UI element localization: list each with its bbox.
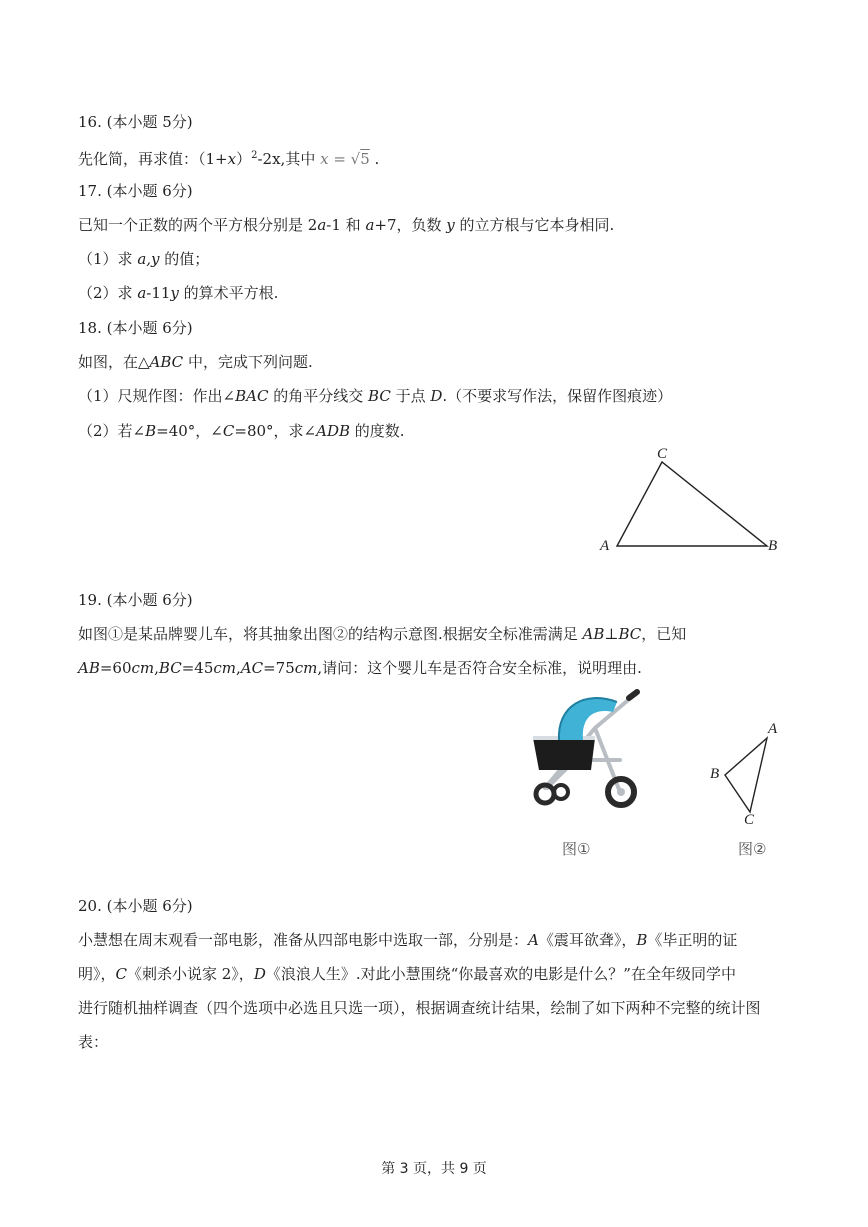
q19-caption-fig2: 图② [738,840,767,858]
q16-stem: 先化简，再求值：$(1+x)^2-2x$,其中 x = √5 . [78,150,380,168]
q20-stem-line2: 明》，C《刺杀小说家 2》，D《浪浪人生》.对此小慧围绕“你最喜欢的电影是什么？”在全年级同学中 [78,965,736,983]
q18-stem: 如图，在△ABC 中，完成下列问题. [78,353,313,371]
stroller-handle [629,692,637,698]
q19-caption-fig1: 图① [562,840,591,858]
page-footer: 第 3 页，共 9 页 [381,1161,487,1177]
q19-label-b: B [710,766,720,782]
q20-header: 20. (本小题 6分) [78,897,193,915]
triangle-abc [617,462,767,546]
q18-label-a: A [600,538,610,554]
stroller-wheel-rear-hub [617,788,625,796]
q19-stem-line1: 如图①是某品牌婴儿车，将其抽象出图②的结构示意图.根据安全标准需满足 AB⊥BC，已知 [78,625,687,643]
q18-part1: （1）尺规作图：作出∠BAC 的角平分线交 BC 于点 D.（不要求写作法，保留作图痕迹） [78,387,673,405]
q18-label-c: C [657,446,668,462]
q18-header: 18. (本小题 6分) [78,319,193,337]
q17-header: 17. (本小题 6分) [78,182,193,200]
q20-stem-line4: 表： [78,1033,109,1051]
q20-stem-line3: 进行随机抽样调查（四个选项中必选且只选一项），根据调查统计结果，绘制了如下两种不完整的统计图 [78,999,761,1017]
q18-label-b: B [768,538,778,554]
q19-label-c: C [744,812,755,828]
q17-part2: （2）求 a-11y 的算术平方根. [78,284,279,302]
q17-stem: 已知一个正数的两个平方根分别是 2a-1 和 a+7，负数 y 的立方根与它本身相同. [78,216,615,234]
stroller-image [525,688,645,813]
q19-header: 19. (本小题 6分) [78,591,193,609]
q18-part2: （2）若∠B=40°，∠C=80°，求∠ADB 的度数. [78,422,405,440]
triangle-abc-2 [725,738,767,812]
q20-stem-line1: 小慧想在周末观看一部电影，准备从四部电影中选取一部，分别是：A《震耳欲聋》，B《毕正明的证 [78,931,738,949]
q19-label-a: A [768,721,778,737]
stroller-basket [533,738,595,770]
q19-stem-line2: AB=60cm,BC=45cm,AC=75cm,请问：这个婴儿车是否符合安全标准，说明理由. [78,659,642,677]
q17-part1: （1）求 a,y 的值； [78,250,210,268]
q16-header: 16. (本小题 5分) [78,113,193,131]
